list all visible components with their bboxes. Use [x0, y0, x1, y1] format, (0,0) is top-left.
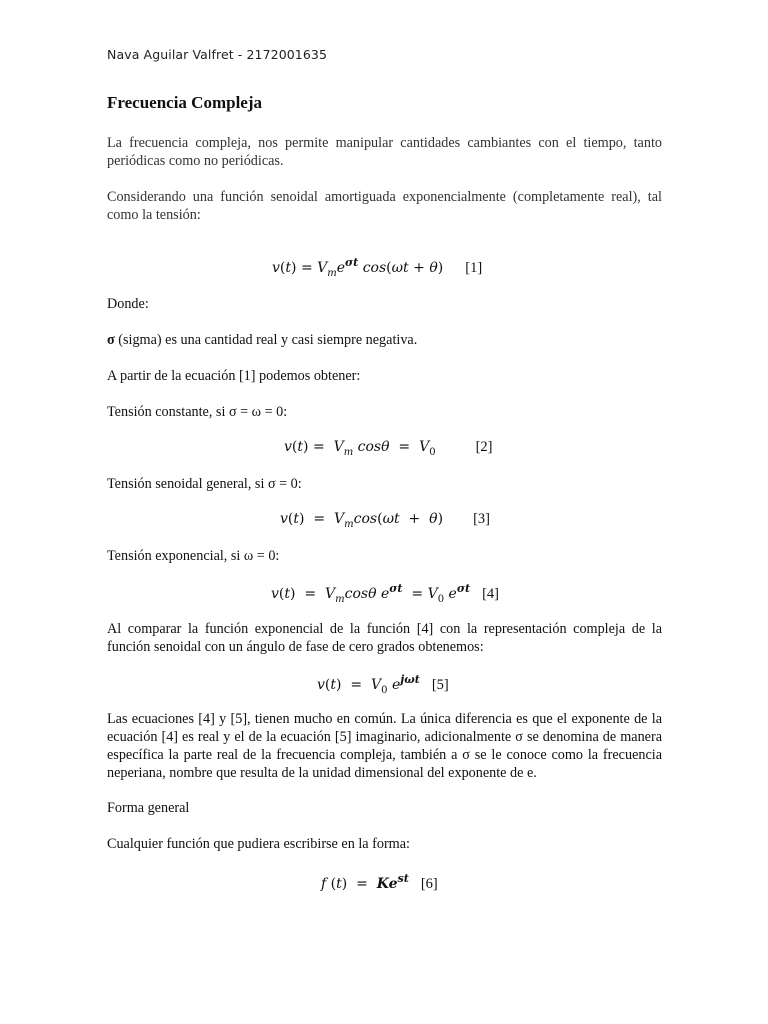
- paragraph-sinusoidal-voltage: Tensión senoidal general, si σ = 0:: [107, 476, 302, 492]
- author-header: Nava Aguilar Valfret - 2172001635: [107, 47, 328, 62]
- paragraph-from-equation: A partir de la ecuación [1] podemos obtener:: [107, 368, 361, 384]
- equation-5: $v(t) = V_0$ $e^{j\omega t}$ [5]: [317, 673, 449, 696]
- equation-4: $v(t) = V_m\cos\theta$ $e^{\sigma t} = V_0$ $e^{\sigma t}$ [4]: [271, 582, 499, 605]
- paragraph-any-function: Cualquier función que pudiera escribirse en la forma:: [107, 836, 410, 852]
- equation-5-number: [5]: [431, 677, 449, 693]
- equation-1-number: [1]: [465, 260, 483, 276]
- document-title: Frecuencia Compleja: [107, 93, 263, 112]
- paragraph-compare: Al comparar la función exponencial de la función [4] con la representación compleja de la función senoidal con un ángulo de fase de cero grados obtenemos:: [107, 621, 662, 655]
- paragraph-considering: Considerando una función senoidal amortiguada exponencialmente (completamente real), tal como la tensión:: [107, 189, 662, 223]
- equation-2-number: [2]: [475, 439, 493, 455]
- equation-4-number: [4]: [482, 586, 499, 602]
- sigma-symbol: σ: [107, 332, 115, 348]
- sigma-description: (sigma) es una cantidad real y casi siempre negativa.: [114, 332, 418, 348]
- paragraph-equations-comparison: Las ecuaciones [4] y [5], tienen mucho en común. La única diferencia es que el exponente de la ecuación [4] es real y el de la ecuación [5] imaginario, adicionalmente σ se denomina de manera específica la parte real de la frecuencia compleja, también a σ se le conoce como la frecuencia neperiana, nombre que resulta de la unidad dimensional del exponente de e.: [107, 711, 662, 781]
- equation-3-number: [3]: [473, 511, 490, 527]
- paragraph-donde: Donde:: [107, 296, 149, 312]
- equation-2: $v(t) = V_m$ $\cos\theta = V_0$ [2]: [284, 439, 493, 458]
- equation-6: f $(t) = Ke^{st}$ [6]: [321, 872, 438, 892]
- paragraph-intro: La frecuencia compleja, nos permite manipular cantidades cambiantes con el tiempo, tanto periódicas como no periódicas.: [107, 135, 662, 169]
- equation-3: $v(t) = V_m\cos(\omega t + \theta)$ [3]: [280, 511, 490, 530]
- paragraph-sigma: [107, 331, 662, 349]
- equation-1: $v(t) = V_me^{\sigma t}$ cos(ωt + θ) [1]: [272, 256, 483, 279]
- paragraph-exponential-voltage: Tensión exponencial, si ω = 0:: [107, 548, 280, 564]
- paragraph-general-form: Forma general: [107, 800, 190, 816]
- equation-6-number: [6]: [420, 876, 438, 892]
- paragraph-constant-voltage: Tensión constante, si σ = ω = 0:: [107, 404, 288, 420]
